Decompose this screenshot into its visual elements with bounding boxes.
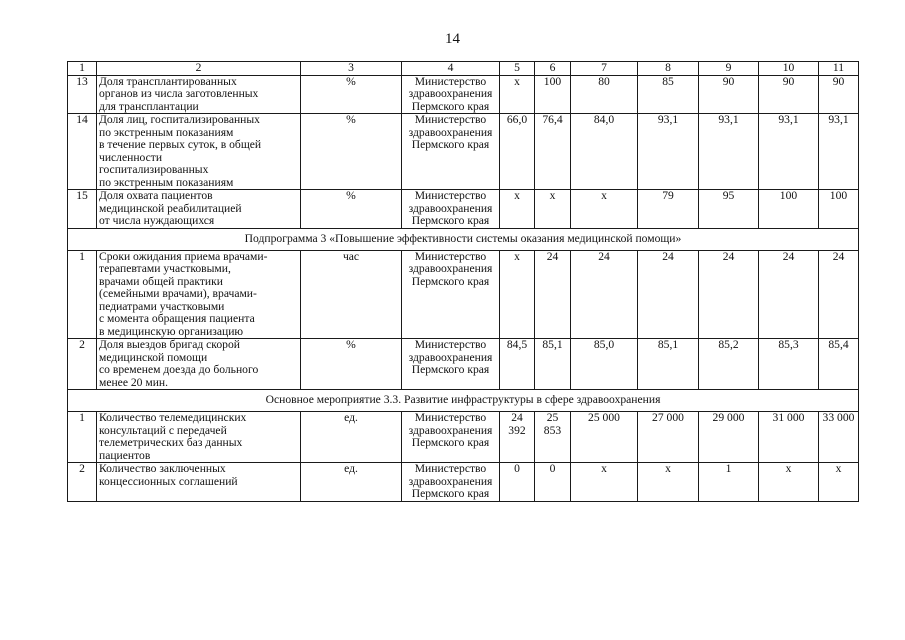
indicator-value-line: 85,1 <box>542 338 563 351</box>
column-number: 2 <box>97 62 301 76</box>
column-number: 8 <box>638 62 699 76</box>
responsible-body-line: здравоохранения <box>408 423 493 437</box>
indicator-value-line: 25 000 <box>588 411 620 424</box>
indicator-value-line: 24 <box>722 250 735 263</box>
responsible-body <box>402 250 500 339</box>
responsible-body-line: Министерство <box>414 462 487 475</box>
indicator-value <box>500 190 535 229</box>
responsible-body-line: здравоохранения <box>408 201 493 215</box>
indicator-value-line: 853 <box>543 423 562 437</box>
indicator-name-line: Доля охвата пациентов <box>99 189 213 202</box>
column-number: 5 <box>500 62 535 76</box>
indicator-value <box>638 75 699 114</box>
indicator-name-line: врачами общей практики <box>99 274 223 288</box>
indicator-value <box>500 463 535 502</box>
responsible-body-line: здравоохранения <box>408 87 493 100</box>
row-number: 2 <box>68 339 97 390</box>
indicator-value-line: 79 <box>662 189 674 202</box>
responsible-body-line: Пермского края <box>411 214 490 227</box>
indicator-name-line: для трансплантации <box>99 99 199 113</box>
indicator-value <box>535 250 571 339</box>
responsible-body <box>402 339 500 390</box>
unit-of-measure: % <box>301 114 402 190</box>
indicator-value <box>535 412 571 463</box>
indicator-value <box>571 250 638 339</box>
responsible-body <box>402 75 500 114</box>
indicator-value <box>759 250 819 339</box>
indicator-name-line: по экстренным показаниям <box>99 125 234 139</box>
table-row <box>68 463 859 502</box>
table-row <box>68 412 859 463</box>
indicator-value-line: 93,1 <box>718 113 739 126</box>
table-body <box>68 62 859 502</box>
indicator-value-line: 80 <box>598 75 610 88</box>
indicator-value-line: x <box>549 189 556 202</box>
indicator-name-line: консультаций с передачей <box>99 423 227 437</box>
indicator-value <box>759 412 819 463</box>
responsible-body <box>402 463 500 502</box>
section-row <box>68 228 859 250</box>
section-row <box>68 390 859 412</box>
indicator-name <box>97 190 301 229</box>
indicator-value <box>535 339 571 390</box>
column-number: 6 <box>535 62 571 76</box>
responsible-body-line: Пермского края <box>411 99 490 113</box>
row-number: 13 <box>68 75 97 114</box>
indicator-value-line: 33 000 <box>822 411 855 424</box>
unit-of-measure: % <box>301 339 402 390</box>
indicator-value <box>699 339 759 390</box>
indicator-value-line: 85,2 <box>718 338 739 351</box>
indicator-value <box>638 412 699 463</box>
indicator-value-line: 100 <box>543 75 562 88</box>
indicator-value-line: 1 <box>725 462 732 475</box>
indicator-value-line: x <box>514 250 520 263</box>
indicator-name <box>97 339 301 390</box>
indicator-name-line: Доля лиц, госпитализированных <box>99 113 260 126</box>
indicator-value-line: 84,5 <box>506 338 528 351</box>
responsible-body-line: Министерство <box>414 250 487 263</box>
indicator-value-line: 85,0 <box>593 338 615 351</box>
indicator-name <box>97 412 301 463</box>
page-number: 14 <box>445 31 460 47</box>
indicator-name-line: в медицинскую организацию <box>99 324 244 338</box>
indicator-value-line: 29 000 <box>712 411 745 424</box>
indicator-name-line: органов из числа заготовленных <box>99 87 259 100</box>
indicator-value-line: 90 <box>782 75 795 88</box>
indicator-name-line: со временем доезда до больного <box>99 363 259 376</box>
indicator-value <box>638 250 699 339</box>
indicator-value-line: 85,1 <box>657 338 679 351</box>
indicator-value-line: 100 <box>829 189 848 202</box>
indicator-name-line: (семейными врачами), врачами- <box>99 287 257 300</box>
indicator-name-line: телеметрических баз данных <box>99 436 243 449</box>
unit-of-measure: час <box>301 250 402 339</box>
indicator-name <box>97 250 301 339</box>
indicator-name-line: Доля выездов бригад скорой <box>99 338 240 351</box>
indicator-name <box>97 463 301 502</box>
indicator-value-line: 100 <box>779 189 798 202</box>
indicator-value <box>699 190 759 229</box>
indicator-value-line: 93,1 <box>778 113 799 126</box>
indicator-name-line: пациентов <box>99 448 151 462</box>
indicator-name-line: Количество заключенных <box>99 462 226 475</box>
indicator-value <box>819 412 859 463</box>
indicator-name <box>97 75 301 114</box>
responsible-body-line: здравоохранения <box>408 262 493 275</box>
indicator-value <box>699 75 759 114</box>
indicator-name-line: численности <box>99 150 163 164</box>
indicator-value <box>819 75 859 114</box>
indicator-value <box>759 190 819 229</box>
indicator-value-line: 85 <box>662 75 674 88</box>
indicator-value <box>699 463 759 502</box>
indicator-name-line: с момента обращения пациента <box>99 312 255 325</box>
row-number: 1 <box>68 250 97 339</box>
row-number: 15 <box>68 190 97 229</box>
indicator-value <box>500 250 535 339</box>
indicator-value <box>535 190 571 229</box>
indicator-name-line: педиатрами участковыми <box>99 299 225 313</box>
column-number: 1 <box>68 62 97 76</box>
indicator-value <box>819 114 859 190</box>
indicator-value <box>699 250 759 339</box>
responsible-body-line: Министерство <box>414 411 487 424</box>
indicator-value <box>500 75 535 114</box>
indicator-name-line: по экстренным показаниям <box>99 175 234 189</box>
indicator-value-line: x <box>665 462 671 475</box>
indicator-value <box>819 339 859 390</box>
indicator-name-line: госпитализированных <box>99 163 209 176</box>
indicator-value <box>571 339 638 390</box>
indicator-value-line: 31 000 <box>772 411 805 424</box>
indicator-value-line: x <box>514 189 520 202</box>
indicator-value-line: 25 <box>546 411 559 424</box>
responsible-body-line: Министерство <box>414 113 487 126</box>
indicator-value <box>819 250 859 339</box>
indicator-value-line: 24 <box>598 250 610 263</box>
table-row <box>68 250 859 339</box>
indicator-name-line: в течение первых суток, в общей <box>99 138 262 151</box>
row-number: 2 <box>68 463 97 502</box>
indicator-value-line: 84,0 <box>593 113 615 126</box>
responsible-body <box>402 190 500 229</box>
indicator-value <box>535 114 571 190</box>
responsible-body-line: Пермского края <box>411 274 490 288</box>
indicator-value-line: 90 <box>722 75 735 88</box>
indicator-value <box>571 463 638 502</box>
indicator-value-line: x <box>835 462 842 475</box>
responsible-body-line: Министерство <box>414 338 487 351</box>
indicator-name-line: Количество телемедицинских <box>99 411 247 424</box>
column-number: 9 <box>699 62 759 76</box>
responsible-body-line: Пермского края <box>411 363 490 376</box>
row-number: 14 <box>68 114 97 190</box>
indicator-name-line: Сроки ожидания приема врачами- <box>99 250 268 263</box>
responsible-body-line: Министерство <box>414 75 487 88</box>
indicator-value <box>638 463 699 502</box>
indicator-value <box>759 339 819 390</box>
indicator-name-line: от числа нуждающихся <box>99 214 215 227</box>
indicator-value-line: 24 <box>511 411 523 424</box>
indicator-value-line: 85,3 <box>778 338 799 351</box>
indicator-value <box>535 463 571 502</box>
indicator-value-line: 27 000 <box>652 411 684 424</box>
indicator-value <box>638 114 699 190</box>
indicator-value-line: x <box>514 75 520 88</box>
indicator-value-line: 24 <box>832 250 845 263</box>
indicator-value-line: x <box>601 462 607 475</box>
responsible-body-line: Пермского края <box>411 487 490 500</box>
section-title: Основное мероприятие 3.3. Развитие инфраструктуры в сфере здравоохранения <box>68 390 859 412</box>
indicator-value <box>500 114 535 190</box>
indicator-value <box>759 75 819 114</box>
indicator-value-line: 24 <box>782 250 795 263</box>
indicator-value-line: 24 <box>662 250 674 263</box>
table-row <box>68 114 859 190</box>
column-number: 10 <box>759 62 819 76</box>
indicator-value-line: x <box>601 189 607 202</box>
responsible-body-line: Пермского края <box>411 138 490 151</box>
responsible-body <box>402 114 500 190</box>
indicator-table <box>67 61 859 502</box>
indicator-value-line: 0 <box>514 462 520 475</box>
indicator-value <box>571 75 638 114</box>
indicator-name-line: концессионных соглашений <box>99 474 238 488</box>
table-row <box>68 75 859 114</box>
indicator-value <box>819 190 859 229</box>
indicator-value-line: 85,4 <box>828 338 849 351</box>
indicator-value-line: 90 <box>832 75 845 88</box>
indicator-name-line: Доля трансплантированных <box>99 75 237 88</box>
indicator-value-line: 93,1 <box>657 113 679 126</box>
indicator-value <box>500 339 535 390</box>
indicator-value <box>819 463 859 502</box>
indicator-value <box>535 75 571 114</box>
column-number: 11 <box>819 62 859 76</box>
table-row <box>68 190 859 229</box>
responsible-body-line: Пермского края <box>411 436 490 449</box>
responsible-body <box>402 412 500 463</box>
indicator-value <box>500 412 535 463</box>
indicator-value <box>571 190 638 229</box>
responsible-body-line: здравоохранения <box>408 125 493 139</box>
unit-of-measure: ед. <box>301 463 402 502</box>
indicator-value-line: 392 <box>508 423 526 437</box>
indicator-name-line: менее 20 мин. <box>99 375 169 389</box>
indicator-value-line: 66,0 <box>506 113 528 126</box>
indicator-name-line: медицинской реабилитацией <box>99 201 242 215</box>
indicator-name-line: медицинской помощи <box>99 350 208 364</box>
column-number: 4 <box>402 62 500 76</box>
column-number: 7 <box>571 62 638 76</box>
responsible-body-line: здравоохранения <box>408 474 493 488</box>
indicator-value-line: 0 <box>549 462 556 475</box>
indicator-value-line: x <box>785 462 792 475</box>
column-number: 3 <box>301 62 402 76</box>
indicator-value <box>759 114 819 190</box>
indicator-value <box>699 412 759 463</box>
unit-of-measure: % <box>301 75 402 114</box>
indicator-value-line: 95 <box>722 189 735 202</box>
row-number: 1 <box>68 412 97 463</box>
indicator-value <box>571 114 638 190</box>
indicator-value-line: 93,1 <box>828 113 849 126</box>
indicator-value <box>638 190 699 229</box>
indicator-value <box>571 412 638 463</box>
indicator-value <box>759 463 819 502</box>
indicator-value-line: 24 <box>546 250 559 263</box>
section-title: Подпрограмма 3 «Повышение эффективности системы оказания медицинской помощи» <box>68 228 859 250</box>
unit-of-measure: ед. <box>301 412 402 463</box>
indicator-value <box>699 114 759 190</box>
column-number-row <box>68 62 859 76</box>
responsible-body-line: Министерство <box>414 189 487 202</box>
indicator-name-line: терапевтами участковыми, <box>99 262 231 275</box>
unit-of-measure: % <box>301 190 402 229</box>
table-row <box>68 339 859 390</box>
indicator-value <box>638 339 699 390</box>
responsible-body-line: здравоохранения <box>408 350 493 364</box>
indicator-value-line: 76,4 <box>542 113 563 126</box>
indicator-name <box>97 114 301 190</box>
